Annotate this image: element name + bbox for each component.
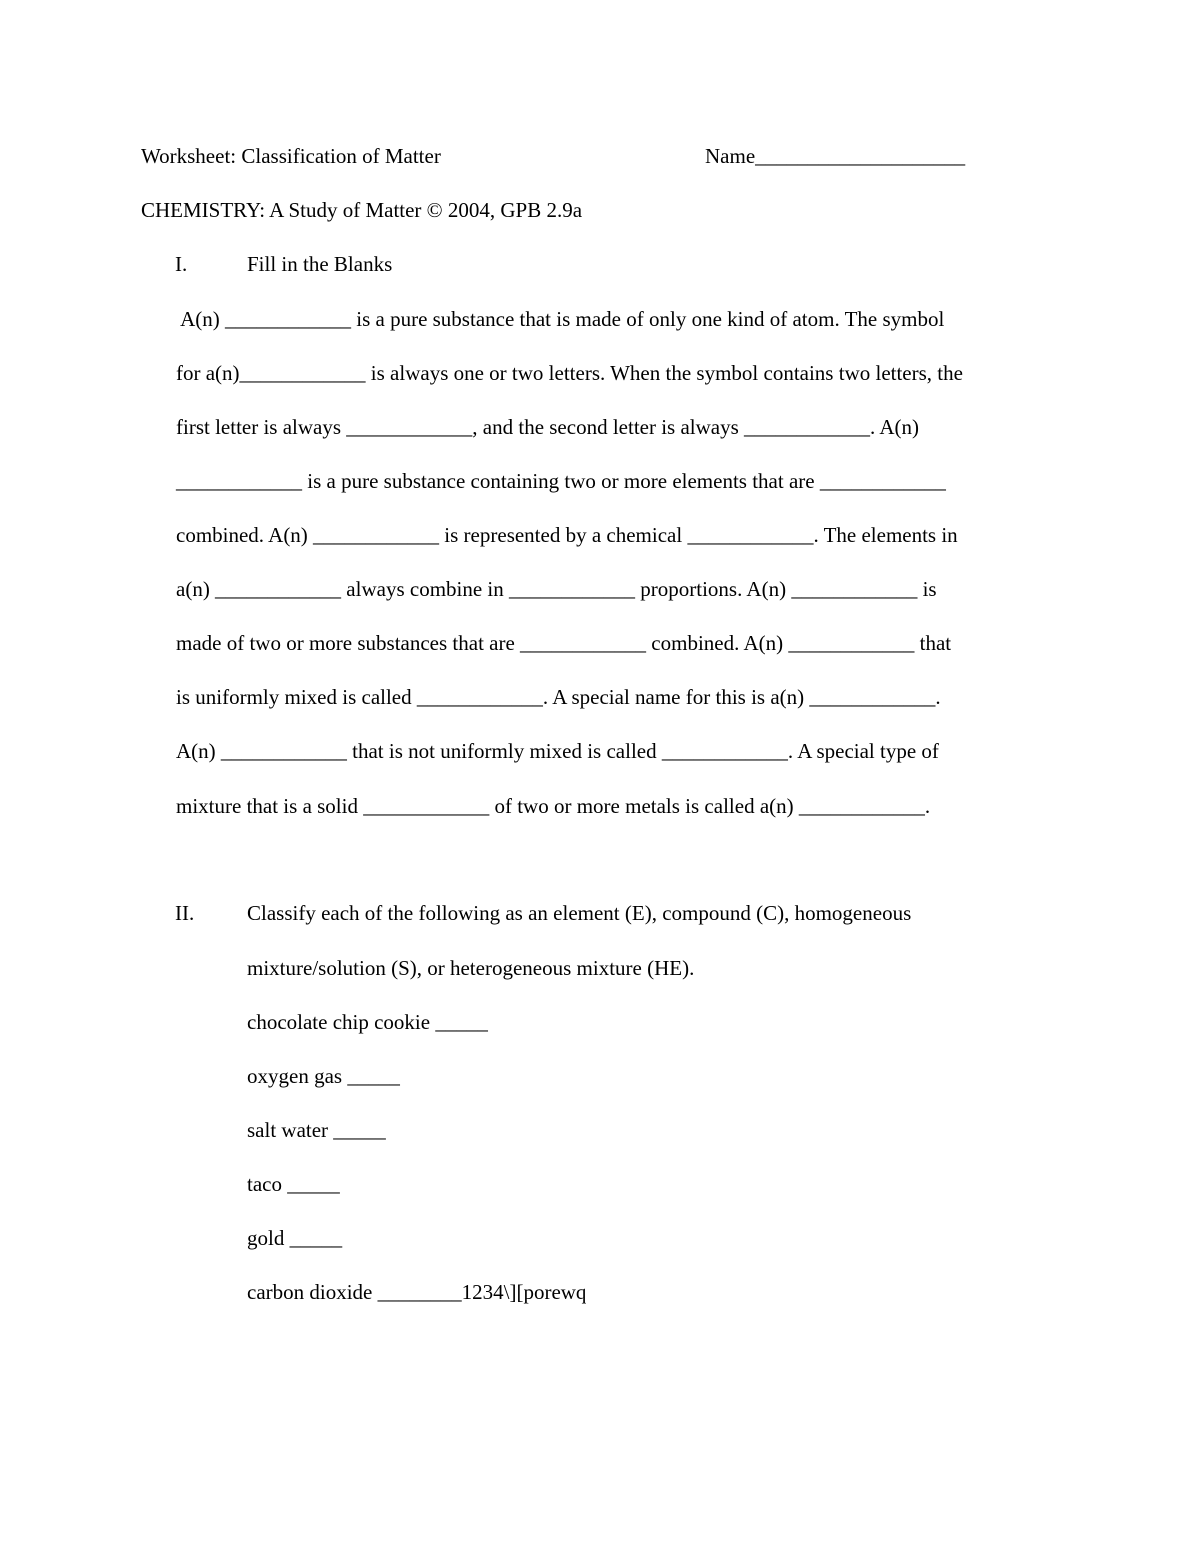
fill-in-line: A(n) ____________ that is not uniformly mixed is called ____________. A special type of: [176, 739, 939, 763]
fill-in-line: A(n) ____________ is a pure substance that is made of only one kind of atom. The symbol: [176, 307, 945, 331]
section-2-instructions: Classify each of the following as an element (E), compound (C), homogeneous: [247, 901, 912, 925]
classify-item: carbon dioxide ________1234\][porewq: [247, 1280, 587, 1304]
fill-in-line: ____________ is a pure substance containing two or more elements that are ____________: [176, 469, 946, 493]
section-1-numeral: I.: [175, 252, 188, 276]
fill-in-line: first letter is always ____________, and the second letter is always ____________. A(n): [176, 415, 920, 439]
fill-in-line: made of two or more substances that are ____________ combined. A(n) ____________ that: [176, 631, 952, 655]
classify-item: salt water _____: [247, 1118, 386, 1142]
worksheet-title: Worksheet: Classification of Matter: [141, 144, 441, 168]
section-1-heading: Fill in the Blanks: [247, 252, 393, 276]
classify-item: chocolate chip cookie _____: [247, 1010, 488, 1034]
fill-in-line: mixture that is a solid ____________ of two or more metals is called a(n) ____________.: [176, 794, 931, 818]
classify-item: oxygen gas _____: [247, 1064, 400, 1088]
fill-in-line: is uniformly mixed is called ____________. A special name for this is a(n) ____________.: [176, 685, 941, 709]
name-field: Name____________________: [705, 144, 966, 168]
fill-in-line: combined. A(n) ____________ is represented by a chemical ____________. The elements in: [176, 523, 958, 547]
classify-item: taco _____: [247, 1172, 340, 1196]
worksheet-subtitle: CHEMISTRY: A Study of Matter © 2004, GPB 2.9a: [141, 198, 583, 222]
fill-in-line: a(n) ____________ always combine in ____________ proportions. A(n) ____________ is: [176, 577, 937, 601]
section-2-instructions: mixture/solution (S), or heterogeneous mixture (HE).: [247, 956, 695, 980]
fill-in-line: for a(n)____________ is always one or two letters. When the symbol contains two letters, the: [176, 361, 963, 385]
section-2-numeral: II.: [175, 901, 195, 925]
classify-item: gold _____: [247, 1226, 343, 1250]
